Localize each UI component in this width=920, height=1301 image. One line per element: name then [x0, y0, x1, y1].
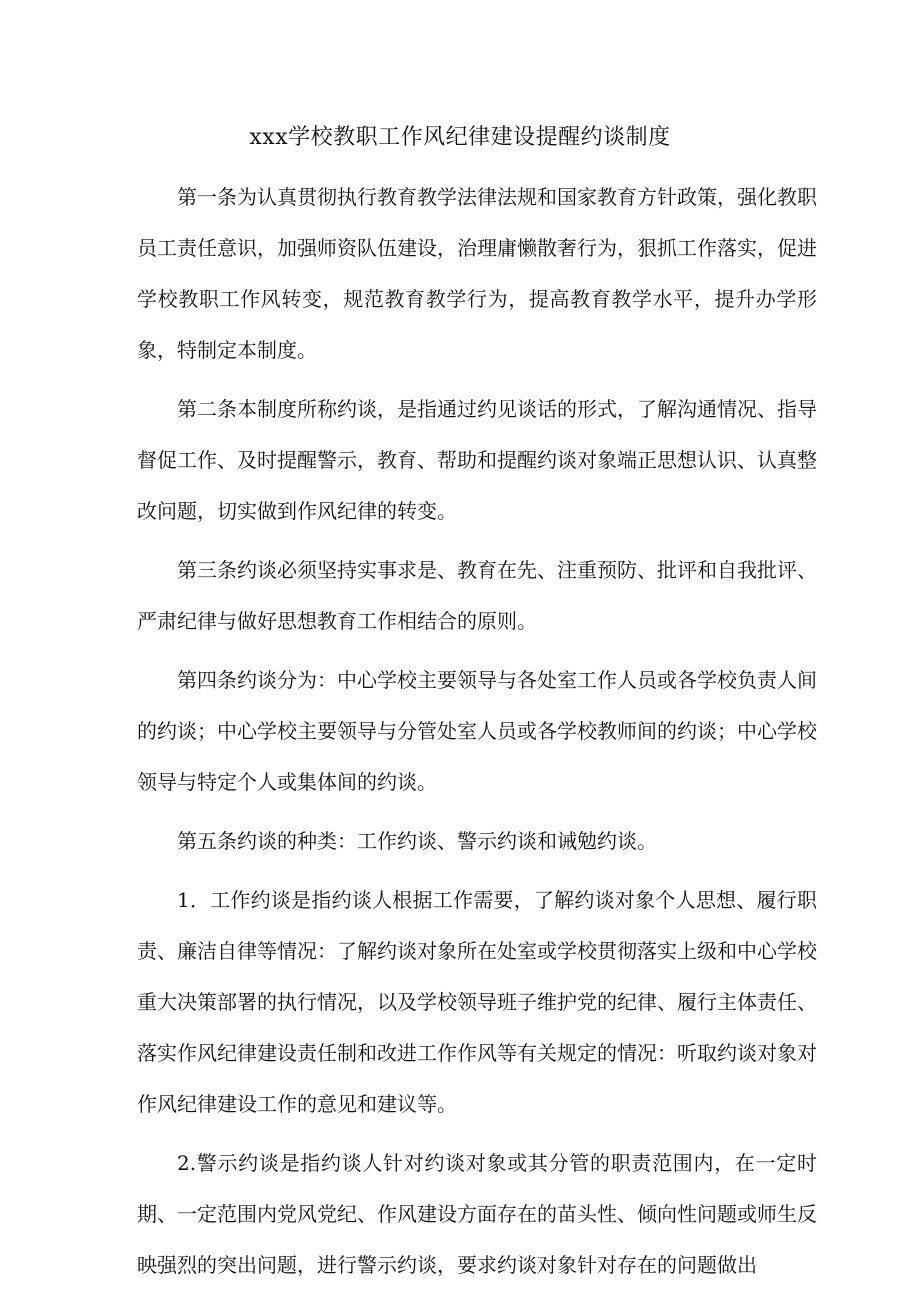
document-body	[137, 172, 817, 1299]
paragraph-article-5: 第五条约谈的种类：工作约谈、警示约谈和诫勉约谈。	[177, 829, 657, 853]
paragraph-article-2: 第二条本制度所称约谈，是指通过约见谈话的形式，了解沟通情况、指导督促工作、及时提醒警示，教育、帮助和提醒约谈对象端正思想认识、认真整改问题，切实做到作风纪律的转变。	[137, 397, 817, 523]
paragraph-article-4: 第四条约谈分为：中心学校主要领导与各处室工作人员或各学校负责人间的约谈；中心学校主要领导与分管处室人员或各学校教师间的约谈；中心学校领导与特定个人或集体间的约谈。	[137, 668, 817, 794]
paragraph-article-1: 第一条为认真贯彻执行教育教学法律法规和国家教育方针政策，强化教职员工责任意识，加强师资队伍建设，治理庸懒散奢行为，狠抓工作落实，促进学校教职工作风转变，规范教育教学行为，提高教育教学水平，提升办学形象，特制定本制度。	[137, 185, 817, 362]
paragraph-item-1-work-talk: 1．工作约谈是指约谈人根据工作需要，了解约谈对象个人思想、履行职责、廉洁自律等情况：了解约谈对象所在处室或学校贯彻落实上级和中心学校重大决策部署的执行情况，以及学校领导班子维护党的纪律、履行主体责任、落实作风纪律建设责任制和改进工作作风等有关规定的情况：听取约谈对象对作风纪律建设工作的意见和建议等。	[137, 888, 817, 1116]
paragraph-article-3: 第三条约谈必须坚持实事求是、教育在先、注重预防、批评和自我批评、严肃纪律与做好思想教育工作相结合的原则。	[137, 558, 817, 633]
document-title: xxx学校教职工作风纪律建设提醒约谈制度	[249, 125, 671, 150]
paragraph-item-2-warning-talk: 2.警示约谈是指约谈人针对约谈对象或其分管的职责范围内，在一定时期、一定范围内党风党纪、作风建设方面存在的苗头性、倾向性问题或师生反映强烈的突出问题，进行警示约谈，要求约谈对象针对存在的问题做出	[137, 1151, 817, 1277]
